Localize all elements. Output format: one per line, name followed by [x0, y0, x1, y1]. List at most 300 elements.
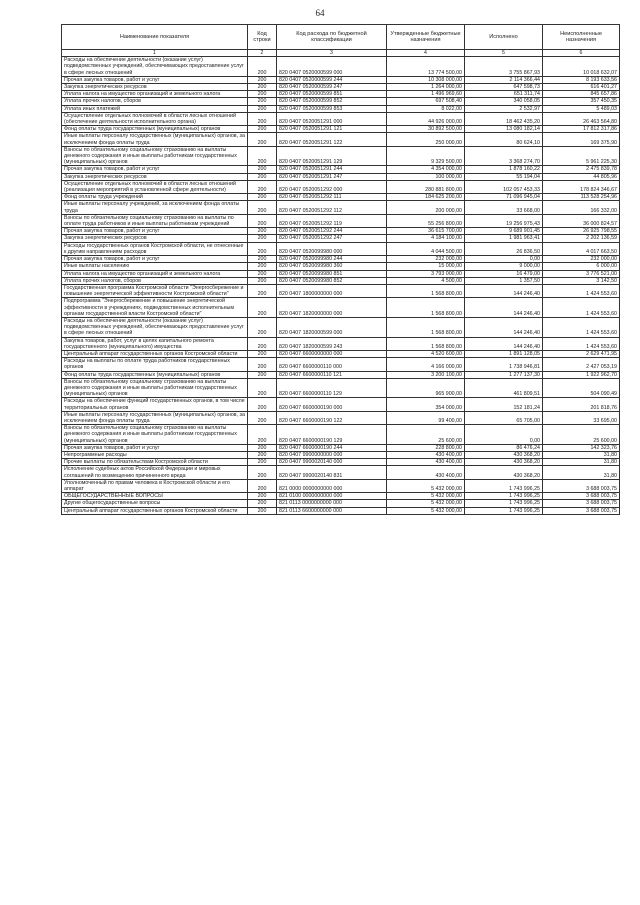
cell-executed: 9 000,00 — [465, 263, 543, 270]
cell-name: Уполномоченный по правам человека в Костромской области и его аппарат — [62, 479, 248, 492]
cell-line-code: 200 — [248, 425, 277, 445]
cell-unexecuted: 616 401,27 — [543, 84, 620, 91]
cell-budget-code: 820 0407 0520099980 852 — [277, 277, 387, 284]
cell-unexecuted: 3 688 003,75 — [543, 500, 620, 507]
header-approved: Утвержденные бюджетные назначения — [387, 25, 465, 50]
cell-executed: 430 368,20 — [465, 466, 543, 479]
cell-line-code: 200 — [248, 126, 277, 133]
cell-unexecuted: 1 424 553,60 — [543, 284, 620, 297]
cell-executed: 340 058,05 — [465, 98, 543, 105]
table-row — [62, 105, 620, 112]
cell-line-code: 200 — [248, 444, 277, 451]
cell-unexecuted: 36 000 824,57 — [543, 214, 620, 227]
cell-line-code: 200 — [248, 256, 277, 263]
cell-executed: 3 368 274,70 — [465, 146, 543, 166]
cell-line-code: 200 — [248, 91, 277, 98]
cell-unexecuted: 2 202 136,59 — [543, 235, 620, 242]
cell-budget-code: 820 0407 1820000599 000 — [277, 317, 387, 337]
cell-line-code: 200 — [248, 98, 277, 105]
cell-name: Прочая закупка товаров, работ и услуг — [62, 166, 248, 173]
cell-unexecuted: 3 776 521,00 — [543, 270, 620, 277]
cell-executed: 2 532,97 — [465, 105, 543, 112]
table-row — [62, 180, 620, 193]
cell-line-code: 200 — [248, 350, 277, 357]
table-row — [62, 298, 620, 318]
cell-budget-code: 820 0407 0520000599 851 — [277, 91, 387, 98]
cell-approved: 1 568 800,00 — [387, 298, 465, 318]
cell-budget-code: 820 0407 9900020140 831 — [277, 466, 387, 479]
table-row — [62, 466, 620, 479]
cell-approved: 100 000,00 — [387, 173, 465, 180]
cell-approved: 25 600,00 — [387, 425, 465, 445]
cell-name: ОБЩЕГОСУДАРСТВЕННЫЕ ВОПРОСЫ — [62, 493, 248, 500]
cell-unexecuted: 3 142,50 — [543, 277, 620, 284]
cell-budget-code: 820 0407 9900020140 000 — [277, 459, 387, 466]
cell-approved: 354 000,00 — [387, 398, 465, 411]
header-kbk: Код расхода по бюджетной классификации — [277, 25, 387, 50]
cell-name: Уплата иных платежей — [62, 105, 248, 112]
cell-unexecuted: 1 424 553,60 — [543, 298, 620, 318]
cell-budget-code: 820 0407 0520051292 111 — [277, 194, 387, 201]
cell-unexecuted: 3 688 003,75 — [543, 493, 620, 500]
table-row — [62, 256, 620, 263]
cell-approved: 3 200 100,00 — [387, 371, 465, 378]
cell-executed: 26 836,50 — [465, 242, 543, 255]
cell-budget-code: 820 0407 0520000599 247 — [277, 84, 387, 91]
cell-approved: 3 793 000,00 — [387, 270, 465, 277]
cell-approved: 1 568 800,00 — [387, 317, 465, 337]
page-number: 64 — [315, 8, 325, 18]
cell-budget-code: 820 0407 0520099980 244 — [277, 256, 387, 263]
table-row — [62, 91, 620, 98]
cell-name: Уплата налога на имущество организаций и земельного налога — [62, 91, 248, 98]
cell-line-code: 200 — [248, 317, 277, 337]
table-row — [62, 479, 620, 492]
cell-name: Иные выплаты населению — [62, 263, 248, 270]
cell-line-code: 200 — [248, 284, 277, 297]
cell-name: Расходы на обеспечение функций государственных органов, в том числе территориальных органов — [62, 398, 248, 411]
cell-approved: 1 568 800,00 — [387, 337, 465, 350]
cell-budget-code: 820 0407 0520051291 129 — [277, 146, 387, 166]
cell-unexecuted: 357 450,35 — [543, 98, 620, 105]
cell-line-code: 200 — [248, 112, 277, 125]
table-row — [62, 214, 620, 227]
cell-approved: 55 256 800,00 — [387, 214, 465, 227]
cell-name: Уплата налога на имущество организаций и земельного налога — [62, 270, 248, 277]
cell-name: Фонд оплаты труда учреждений — [62, 194, 248, 201]
cell-approved: 232 000,00 — [387, 256, 465, 263]
cell-name: Государственная программа Костромской области "Энергосбережение и повышение энергетической эффективности Костромской области" — [62, 284, 248, 297]
table-row — [62, 378, 620, 398]
cell-approved: 184 625 200,00 — [387, 194, 465, 201]
cell-executed: 16 479,00 — [465, 270, 543, 277]
cell-executed: 430 368,20 — [465, 451, 543, 458]
table-row — [62, 228, 620, 235]
cell-line-code: 200 — [248, 398, 277, 411]
cell-line-code: 200 — [248, 76, 277, 83]
cell-executed: 3 755 867,93 — [465, 57, 543, 77]
cell-unexecuted: 201 818,76 — [543, 398, 620, 411]
column-number: 3 — [277, 50, 387, 57]
cell-budget-code: 821 0113 0000000000 000 — [277, 500, 387, 507]
cell-executed: 1 743 996,25 — [465, 493, 543, 500]
cell-name: Уплата прочих налогов, сборов — [62, 277, 248, 284]
cell-unexecuted: 25 600,00 — [543, 425, 620, 445]
cell-budget-code: 820 0407 0520051292 112 — [277, 201, 387, 214]
cell-budget-code: 821 0100 0000000000 000 — [277, 493, 387, 500]
cell-name: Иные выплаты персоналу учреждений, за исключением фонда оплаты труда — [62, 201, 248, 214]
cell-name: Центральный аппарат государственных органов Костромской области — [62, 507, 248, 514]
cell-executed: 1 357,50 — [465, 277, 543, 284]
table-body — [62, 57, 620, 515]
cell-approved: 200 000,00 — [387, 201, 465, 214]
cell-unexecuted: 6 000,00 — [543, 263, 620, 270]
table-row — [62, 277, 620, 284]
cell-executed: 144 246,40 — [465, 298, 543, 318]
header-code: Код строки — [248, 25, 277, 50]
cell-line-code: 200 — [248, 358, 277, 371]
cell-approved: 430 400,00 — [387, 451, 465, 458]
table-row — [62, 337, 620, 350]
cell-executed: 1 878 160,22 — [465, 166, 543, 173]
cell-approved: 697 508,40 — [387, 98, 465, 105]
cell-executed: 430 368,20 — [465, 459, 543, 466]
cell-unexecuted: 2 427 053,19 — [543, 358, 620, 371]
cell-budget-code: 820 0407 6600000190 122 — [277, 411, 387, 424]
table-row — [62, 451, 620, 458]
budget-execution-table — [61, 24, 620, 515]
cell-unexecuted: 178 824 346,67 — [543, 180, 620, 193]
cell-name: Расходы государственных органов Костромской области, не отнесенные к другим направлениям расходов — [62, 242, 248, 255]
cell-approved: 4 520 600,00 — [387, 350, 465, 357]
cell-name: Закупка энергетических ресурсов — [62, 84, 248, 91]
table-row — [62, 398, 620, 411]
cell-line-code: 200 — [248, 57, 277, 77]
cell-name: Непрограммные расходы — [62, 451, 248, 458]
cell-name: Иные выплаты персоналу государственных (муниципальных) органов, за исключением фонда оплаты труда — [62, 133, 248, 146]
table-row — [62, 57, 620, 77]
cell-budget-code: 820 0407 0520051291 122 — [277, 133, 387, 146]
cell-approved: 5 432 000,00 — [387, 507, 465, 514]
header-unexecuted: Неисполненные назначения — [543, 25, 620, 50]
cell-budget-code: 820 0407 6600000000 000 — [277, 350, 387, 357]
cell-name: Взносы по обязательному социальному страхованию на выплаты денежного содержания и иные выплаты работникам государственных (муниципальных) органов — [62, 378, 248, 398]
table-row — [62, 317, 620, 337]
cell-executed: 33 668,00 — [465, 201, 543, 214]
cell-approved: 5 432 000,00 — [387, 479, 465, 492]
table-row — [62, 242, 620, 255]
cell-line-code: 200 — [248, 507, 277, 514]
cell-line-code: 200 — [248, 378, 277, 398]
cell-name: Уплата прочих налогов, сборов — [62, 98, 248, 105]
cell-approved: 250 000,00 — [387, 133, 465, 146]
cell-name: Взносы по обязательному социальному страхованию на выплаты денежного содержания и иные выплаты работникам государственных (муниципальных) органов — [62, 425, 248, 445]
cell-executed: 1 738 946,81 — [465, 358, 543, 371]
table-row — [62, 235, 620, 242]
cell-budget-code: 820 0407 6600000190 129 — [277, 425, 387, 445]
table-row — [62, 201, 620, 214]
cell-executed: 13 080 182,14 — [465, 126, 543, 133]
cell-unexecuted: 2 475 839,78 — [543, 166, 620, 173]
table-row — [62, 194, 620, 201]
cell-unexecuted: 113 528 254,96 — [543, 194, 620, 201]
cell-approved: 15 000,00 — [387, 263, 465, 270]
cell-line-code: 200 — [248, 298, 277, 318]
column-number: 6 — [543, 50, 620, 57]
cell-line-code: 200 — [248, 459, 277, 466]
cell-unexecuted: 4 017 663,50 — [543, 242, 620, 255]
table-row — [62, 411, 620, 424]
cell-approved: 13 774 500,00 — [387, 57, 465, 77]
cell-line-code: 200 — [248, 451, 277, 458]
cell-budget-code: 820 0407 0520099980 851 — [277, 270, 387, 277]
cell-name: Прочая закупка товаров, работ и услуг — [62, 256, 248, 263]
cell-unexecuted: 10 018 632,07 — [543, 57, 620, 77]
cell-executed: 55 194,04 — [465, 173, 543, 180]
cell-approved: 4 166 000,00 — [387, 358, 465, 371]
column-number: 1 — [62, 50, 248, 57]
cell-executed: 80 624,10 — [465, 133, 543, 146]
cell-executed: 152 181,24 — [465, 398, 543, 411]
cell-name: Расходы на выплаты по оплате труда работников государственных органов — [62, 358, 248, 371]
table-row — [62, 76, 620, 83]
cell-budget-code: 820 0407 0520051292 000 — [277, 180, 387, 193]
cell-approved: 4 500,00 — [387, 277, 465, 284]
table-row — [62, 166, 620, 173]
cell-line-code: 200 — [248, 500, 277, 507]
table-row — [62, 493, 620, 500]
cell-name: Взносы по обязательному социальному страхованию на выплаты по оплате труда работников и иные выплаты работникам учреждений — [62, 214, 248, 227]
cell-line-code: 200 — [248, 493, 277, 500]
cell-budget-code: 820 0407 0520000599 244 — [277, 76, 387, 83]
cell-name: Прочая закупка товаров, работ и услуг — [62, 76, 248, 83]
cell-name: Осуществление отдельных полномочий в области лесных отношений (обеспечение деятельности исполнительного органа) — [62, 112, 248, 125]
cell-unexecuted: 5 961 225,30 — [543, 146, 620, 166]
cell-executed: 1 891 128,05 — [465, 350, 543, 357]
cell-unexecuted: 31,80 — [543, 466, 620, 479]
header-name: Наименование показателя — [62, 25, 248, 50]
cell-budget-code: 820 0407 6600000190 244 — [277, 444, 387, 451]
table-row — [62, 459, 620, 466]
cell-approved: 44 926 000,00 — [387, 112, 465, 125]
cell-name: Закупка товаров, работ, услуг в целях капитального ремонта государственного (муниципального) имущества — [62, 337, 248, 350]
cell-budget-code: 820 0407 0520051291 000 — [277, 112, 387, 125]
table-row — [62, 350, 620, 357]
cell-unexecuted: 8 193 633,56 — [543, 76, 620, 83]
cell-budget-code: 820 0407 0520051292 119 — [277, 214, 387, 227]
cell-approved: 228 800,00 — [387, 444, 465, 451]
table-row — [62, 133, 620, 146]
cell-executed: 2 114 366,44 — [465, 76, 543, 83]
table-row — [62, 112, 620, 125]
cell-executed: 19 256 975,43 — [465, 214, 543, 227]
cell-approved: 99 400,00 — [387, 411, 465, 424]
cell-line-code: 200 — [248, 270, 277, 277]
cell-unexecuted: 169 375,90 — [543, 133, 620, 146]
cell-name: Прочая закупка товаров, работ и услуг — [62, 228, 248, 235]
cell-line-code: 200 — [248, 411, 277, 424]
cell-budget-code: 820 0407 1800000000 000 — [277, 284, 387, 297]
cell-budget-code: 820 0407 6600000110 129 — [277, 378, 387, 398]
cell-approved: 5 432 000,00 — [387, 500, 465, 507]
cell-unexecuted: 31,80 — [543, 451, 620, 458]
cell-line-code: 200 — [248, 214, 277, 227]
table-row — [62, 173, 620, 180]
cell-budget-code: 820 0407 0520051291 247 — [277, 173, 387, 180]
cell-line-code: 200 — [248, 173, 277, 180]
cell-name: Центральный аппарат государственных органов Костромской области — [62, 350, 248, 357]
cell-unexecuted: 1 922 962,70 — [543, 371, 620, 378]
cell-budget-code: 820 0407 6600000190 000 — [277, 398, 387, 411]
cell-approved: 36 615 700,00 — [387, 228, 465, 235]
cell-approved: 430 400,00 — [387, 459, 465, 466]
cell-executed: 1 743 996,25 — [465, 500, 543, 507]
cell-budget-code: 820 0407 1820000599 243 — [277, 337, 387, 350]
cell-line-code: 200 — [248, 337, 277, 350]
table-header-row — [62, 25, 620, 50]
table-row — [62, 146, 620, 166]
cell-budget-code: 820 0407 0520099980 360 — [277, 263, 387, 270]
cell-name: Другие общегосударственные вопросы — [62, 500, 248, 507]
table-row — [62, 425, 620, 445]
cell-budget-code: 820 0407 0520051291 121 — [277, 126, 387, 133]
cell-line-code: 200 — [248, 133, 277, 146]
cell-line-code: 200 — [248, 84, 277, 91]
column-number: 5 — [465, 50, 543, 57]
cell-approved: 4 184 100,00 — [387, 235, 465, 242]
cell-executed: 102 057 453,33 — [465, 180, 543, 193]
cell-budget-code: 820 0407 0520051292 244 — [277, 228, 387, 235]
cell-unexecuted: 166 332,00 — [543, 201, 620, 214]
table-row — [62, 358, 620, 371]
cell-unexecuted: 142 323,76 — [543, 444, 620, 451]
cell-unexecuted: 504 090,49 — [543, 378, 620, 398]
cell-approved: 9 329 500,00 — [387, 146, 465, 166]
cell-executed: 71 096 945,04 — [465, 194, 543, 201]
cell-executed: 1 277 137,30 — [465, 371, 543, 378]
cell-budget-code: 820 0407 0520051291 244 — [277, 166, 387, 173]
cell-name: Расходы на обеспечение деятельности (оказание услуг) подведомственных учреждений, обеспечивающих предоставление услуг в сфере лесных отношений — [62, 317, 248, 337]
cell-approved: 8 022,00 — [387, 105, 465, 112]
cell-budget-code: 821 0113 6600000000 000 — [277, 507, 387, 514]
cell-name: Взносы по обязательному социальному страхованию на выплаты денежного содержания и иные выплаты работникам государственных (муниципальных) органов — [62, 146, 248, 166]
cell-executed: 0,00 — [465, 425, 543, 445]
table-row — [62, 444, 620, 451]
cell-approved: 5 432 000,00 — [387, 493, 465, 500]
cell-line-code: 200 — [248, 146, 277, 166]
cell-unexecuted: 3 688 003,75 — [543, 479, 620, 492]
cell-approved: 4 354 000,00 — [387, 166, 465, 173]
column-number-row — [62, 50, 620, 57]
cell-line-code: 200 — [248, 166, 277, 173]
cell-executed: 647 598,73 — [465, 84, 543, 91]
cell-name: Осуществление отдельных полномочий в области лесных отношений (реализация мероприятий в установленной сфере деятельности) — [62, 180, 248, 193]
cell-unexecuted: 5 489,03 — [543, 105, 620, 112]
cell-executed: 1 981 963,41 — [465, 235, 543, 242]
cell-line-code: 200 — [248, 263, 277, 270]
cell-budget-code: 820 0407 0520000599 853 — [277, 105, 387, 112]
table-row — [62, 126, 620, 133]
cell-executed: 65 705,00 — [465, 411, 543, 424]
cell-executed: 18 462 435,20 — [465, 112, 543, 125]
cell-name: Расходы на обеспечение деятельности (оказание услуг) подведомственных учреждений, обеспечивающих предоставление услуг в сфере лесных отношений — [62, 57, 248, 77]
table-row — [62, 284, 620, 297]
cell-name: Фонд оплаты труда государственных (муниципальных) органов — [62, 126, 248, 133]
cell-executed: 144 246,40 — [465, 317, 543, 337]
cell-unexecuted: 845 657,86 — [543, 91, 620, 98]
cell-line-code: 200 — [248, 105, 277, 112]
cell-unexecuted: 2 629 471,95 — [543, 350, 620, 357]
cell-budget-code: 820 0407 0520000599 000 — [277, 57, 387, 77]
cell-line-code: 200 — [248, 194, 277, 201]
cell-budget-code: 821 0000 0000000000 000 — [277, 479, 387, 492]
cell-budget-code: 820 0407 6600000110 121 — [277, 371, 387, 378]
cell-budget-code: 820 0407 0520051292 247 — [277, 235, 387, 242]
cell-line-code: 200 — [248, 228, 277, 235]
cell-approved: 430 400,00 — [387, 466, 465, 479]
cell-unexecuted: 1 424 553,60 — [543, 337, 620, 350]
cell-executed: 1 743 996,25 — [465, 507, 543, 514]
cell-name: Исполнение судебных актов Российской Федерации и мировых соглашений по возмещению причиненного вреда — [62, 466, 248, 479]
cell-approved: 4 044 500,00 — [387, 242, 465, 255]
cell-name: Фонд оплаты труда государственных (муниципальных) органов — [62, 371, 248, 378]
cell-name: Закупка энергетических ресурсов — [62, 235, 248, 242]
cell-line-code: 200 — [248, 201, 277, 214]
cell-name: Прочая закупка товаров, работ и услуг — [62, 444, 248, 451]
cell-line-code: 200 — [248, 242, 277, 255]
table-row — [62, 84, 620, 91]
cell-name: Прочие выплаты по обязательствам Костромской области — [62, 459, 248, 466]
cell-unexecuted: 33 695,00 — [543, 411, 620, 424]
table-row — [62, 500, 620, 507]
cell-unexecuted: 232 000,00 — [543, 256, 620, 263]
table-row — [62, 507, 620, 514]
cell-approved: 1 568 800,00 — [387, 284, 465, 297]
cell-approved: 30 892 500,00 — [387, 126, 465, 133]
cell-executed: 86 476,24 — [465, 444, 543, 451]
cell-line-code: 200 — [248, 277, 277, 284]
cell-line-code: 200 — [248, 466, 277, 479]
cell-budget-code: 820 0407 1820000000 000 — [277, 298, 387, 318]
cell-budget-code: 820 0407 0520099980 000 — [277, 242, 387, 255]
cell-executed: 144 246,40 — [465, 337, 543, 350]
column-number: 2 — [248, 50, 277, 57]
cell-unexecuted: 26 925 798,55 — [543, 228, 620, 235]
cell-name: Закупка энергетических ресурсов — [62, 173, 248, 180]
cell-unexecuted: 44 805,96 — [543, 173, 620, 180]
cell-unexecuted: 26 463 564,80 — [543, 112, 620, 125]
cell-executed: 144 246,40 — [465, 284, 543, 297]
cell-approved: 1 264 000,00 — [387, 84, 465, 91]
cell-line-code: 200 — [248, 371, 277, 378]
cell-approved: 280 881 800,00 — [387, 180, 465, 193]
table-row — [62, 371, 620, 378]
table-row — [62, 263, 620, 270]
cell-approved: 965 900,00 — [387, 378, 465, 398]
cell-name: Иные выплаты персоналу государственных (муниципальных) органов, за исключением фонда оплаты труда — [62, 411, 248, 424]
cell-budget-code: 820 0407 9900000000 000 — [277, 451, 387, 458]
cell-line-code: 200 — [248, 479, 277, 492]
cell-executed: 1 743 996,25 — [465, 479, 543, 492]
cell-executed: 651 311,74 — [465, 91, 543, 98]
cell-line-code: 200 — [248, 180, 277, 193]
table-row — [62, 98, 620, 105]
cell-unexecuted: 31,80 — [543, 459, 620, 466]
table-row — [62, 270, 620, 277]
cell-name: Подпрограмма "Энергосбережение и повышение энергетической эффективности в учреждениях, подведомственных исполнительным органам государственной власти Костромской области" — [62, 298, 248, 318]
cell-unexecuted: 1 424 553,60 — [543, 317, 620, 337]
cell-executed: 0,00 — [465, 256, 543, 263]
